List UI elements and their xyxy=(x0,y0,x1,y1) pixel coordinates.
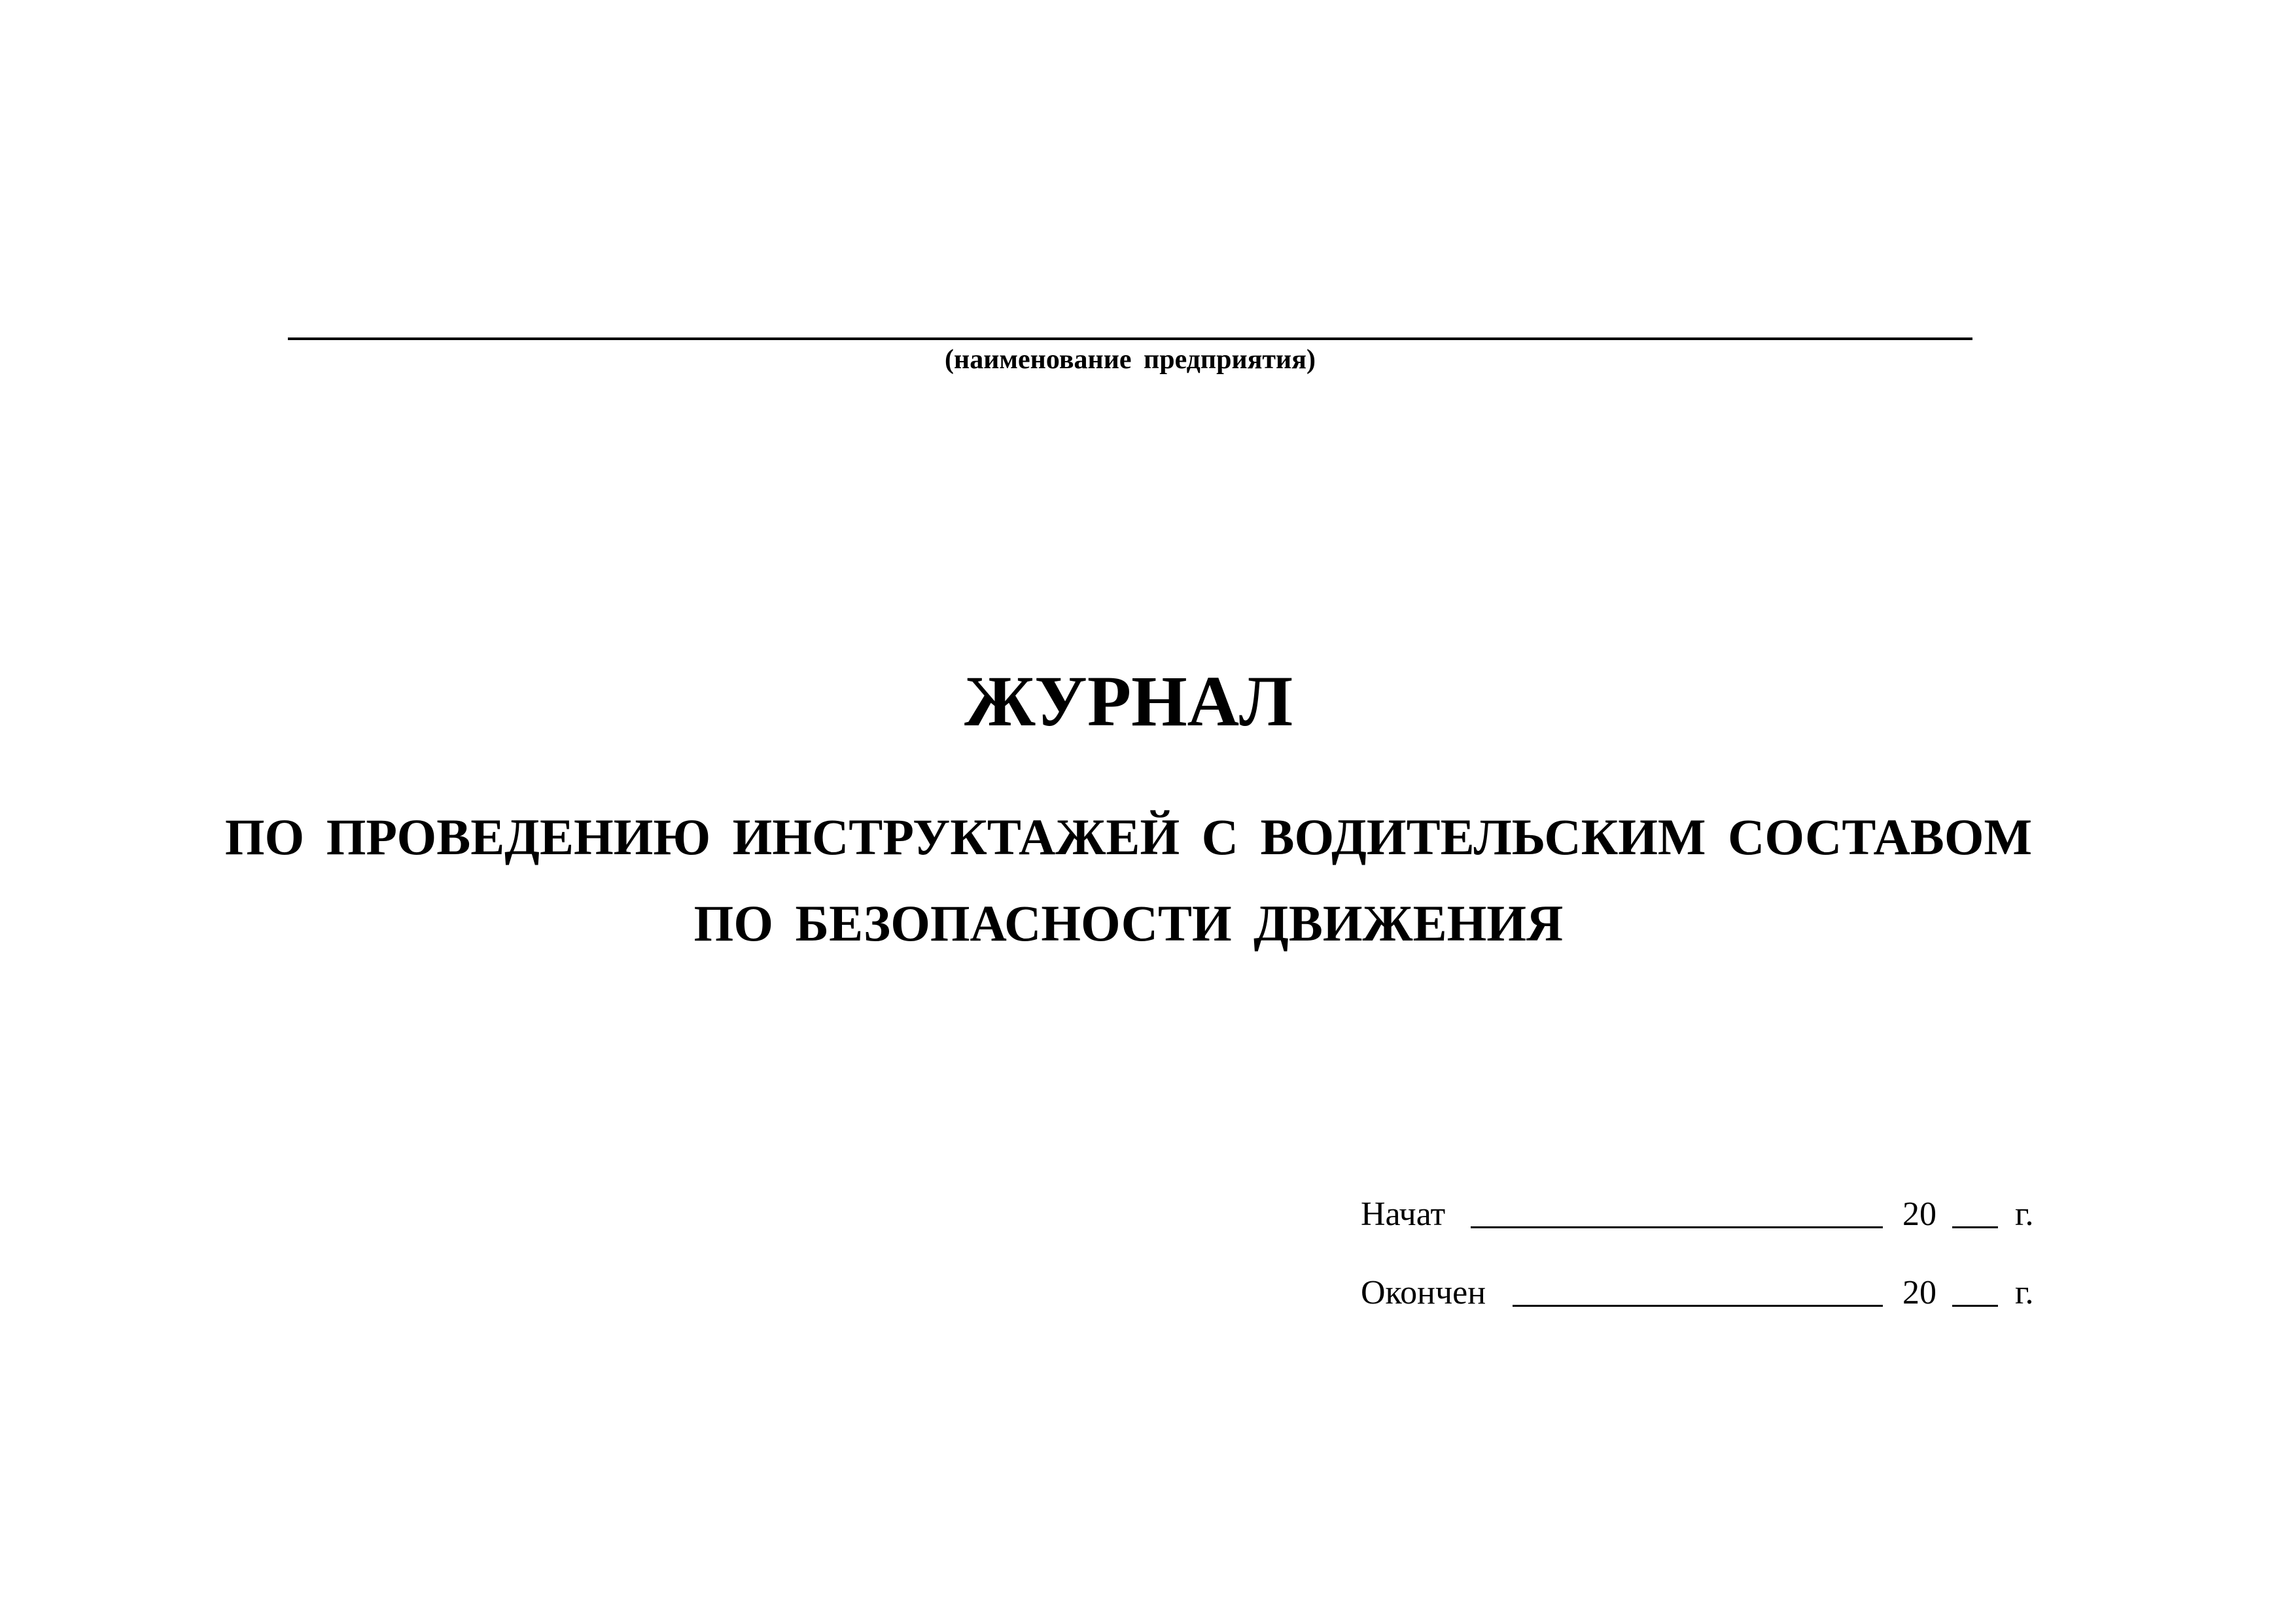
end-year-suffix: г. xyxy=(2015,1274,2034,1311)
start-date-label: Начат xyxy=(1361,1196,1446,1233)
start-date-blank-line xyxy=(1471,1226,1883,1228)
end-year-blank-line xyxy=(1952,1305,1998,1307)
start-year-blank-line xyxy=(1952,1226,1998,1228)
end-date-label: Окончен xyxy=(1361,1274,1486,1311)
journal-title: ЖУРНАЛ xyxy=(964,661,1293,741)
end-date-blank-line xyxy=(1513,1305,1883,1307)
start-year-prefix: 20 xyxy=(1902,1196,1936,1233)
organization-name-caption: (наименование предприятия) xyxy=(945,345,1316,375)
end-year-prefix: 20 xyxy=(1902,1274,1936,1311)
journal-subtitle-line-1: ПО ПРОВЕДЕНИЮ ИНСТРУКТАЖЕЙ С ВОДИТЕЛЬСКИМ СОСТАВОМ xyxy=(224,808,2033,865)
start-year-suffix: г. xyxy=(2015,1196,2034,1233)
organization-name-line xyxy=(288,337,1972,340)
journal-subtitle-line-2: ПО БЕЗОПАСНОСТИ ДВИЖЕНИЯ xyxy=(693,895,1564,952)
